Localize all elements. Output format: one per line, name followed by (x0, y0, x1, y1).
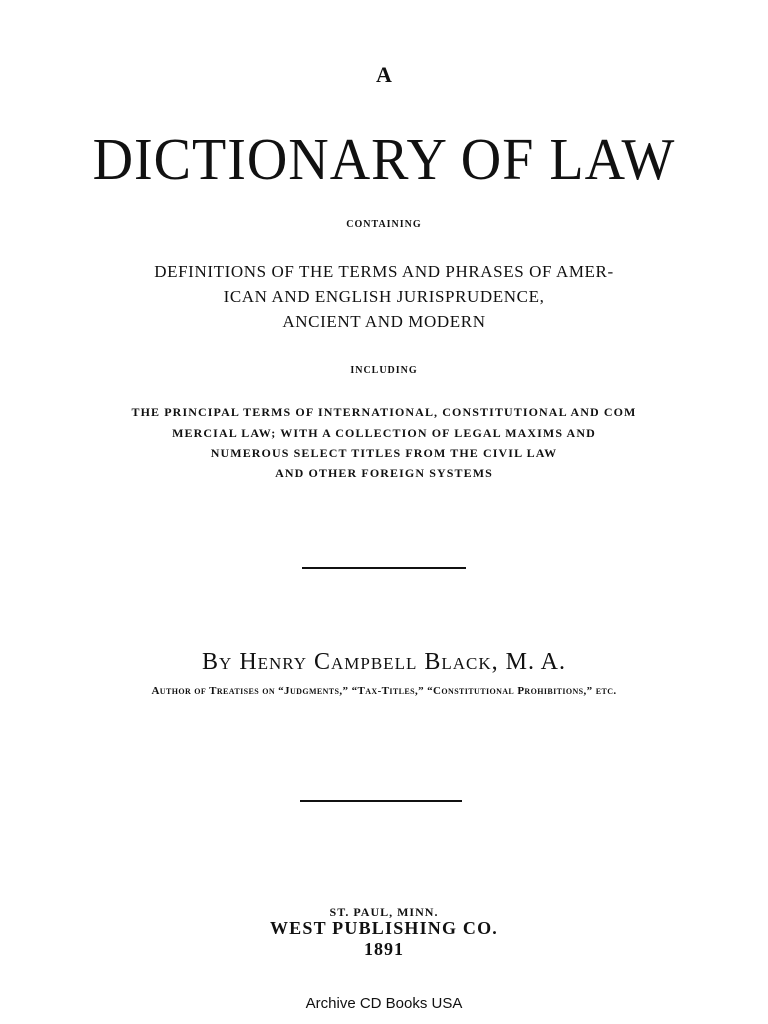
principal-line-2: MERCIAL LAW; WITH A COLLECTION OF LEGAL MAXIMS AND (172, 426, 596, 440)
definitions-line-1: DEFINITIONS OF THE TERMS AND PHRASES OF AMER- (154, 262, 614, 281)
principal-line-4: AND OTHER FOREIGN SYSTEMS (275, 466, 493, 480)
containing-label: CONTAINING (346, 219, 422, 230)
book-title: DICTIONARY OF LAW (92, 127, 676, 193)
publication-year: 1891 (364, 939, 404, 959)
including-label: INCLUDING (350, 365, 418, 376)
author-line: By Henry Campbell Black, M. A. (202, 649, 566, 675)
principal-line-3: NUMEROUS SELECT TITLES FROM THE CIVIL LAW (210, 446, 558, 460)
definitions-line-3: ANCIENT AND MODERN (282, 312, 486, 331)
principal-line-1: THE PRINCIPAL TERMS OF INTERNATIONAL, CONSTITUTIONAL AND COM (131, 405, 637, 419)
publication-place: ST. PAUL, MINN. (329, 905, 439, 919)
title-article: A (376, 62, 392, 87)
divider-rule-top (302, 567, 466, 569)
publisher-name: WEST PUBLISHING CO. (269, 918, 499, 938)
author-works: Author of Treatises on “Judgments,” “Tax-Titles,” “Constitutional Prohibitions,” etc. (151, 685, 617, 697)
definitions-line-2: ICAN AND ENGLISH JURISPRUDENCE, (223, 287, 545, 306)
divider-rule-bottom (300, 800, 462, 802)
footer-credit: Archive CD Books USA (305, 995, 463, 1012)
